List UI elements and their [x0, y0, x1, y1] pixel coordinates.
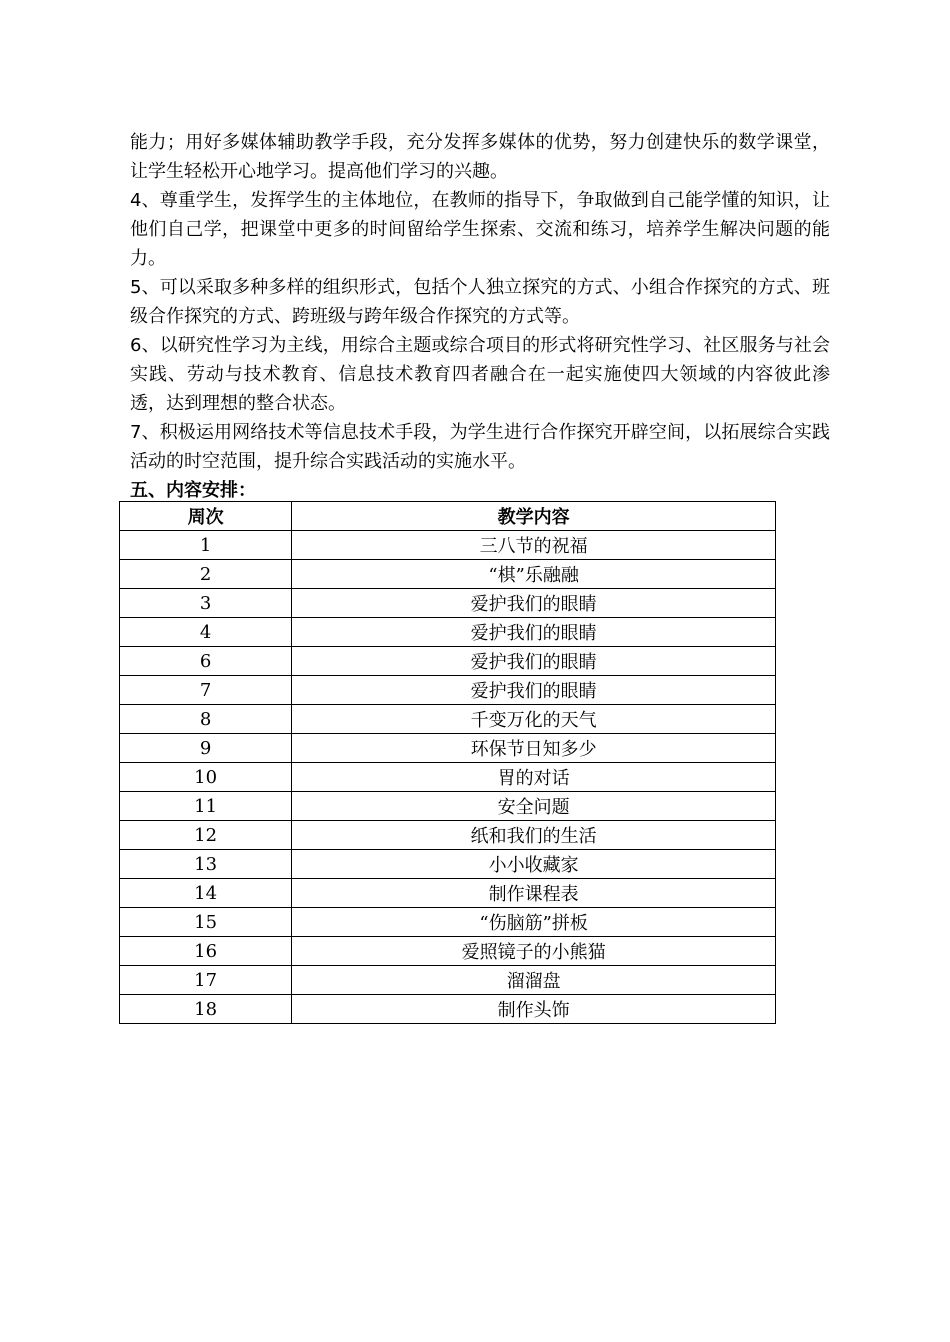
header-content: 教学内容 [292, 502, 776, 531]
cell-content: 三八节的祝福 [292, 531, 776, 560]
table-row [120, 560, 776, 589]
table-row [120, 821, 776, 850]
table-row [120, 995, 776, 1024]
cell-content: 爱护我们的眼睛 [292, 589, 776, 618]
paragraph-continuation: 能力；用好多媒体辅助教学手段，充分发挥多媒体的优势，努力创建快乐的数学课堂，让学生轻松开心地学习。提高他们学习的兴趣。 [130, 132, 830, 182]
cell-week: 1 [120, 531, 292, 560]
table-row [120, 531, 776, 560]
cell-content: 爱护我们的眼睛 [292, 618, 776, 647]
cell-week: 10 [120, 763, 292, 792]
cell-week: 17 [120, 966, 292, 995]
cell-week: 16 [120, 937, 292, 966]
cell-week: 8 [120, 705, 292, 734]
cell-content: 制作头饰 [292, 995, 776, 1024]
cell-content: 溜溜盘 [292, 966, 776, 995]
cell-week: 12 [120, 821, 292, 850]
cell-content: 纸和我们的生活 [292, 821, 776, 850]
cell-content: 千变万化的天气 [292, 705, 776, 734]
table-row [120, 618, 776, 647]
table-row [120, 705, 776, 734]
cell-content: 胃的对话 [292, 763, 776, 792]
table-row [120, 937, 776, 966]
cell-week: 3 [120, 589, 292, 618]
body-text [130, 128, 830, 505]
table-row [120, 589, 776, 618]
cell-content: 环保节日知多少 [292, 734, 776, 763]
table-row [120, 792, 776, 821]
table-row [120, 734, 776, 763]
table-row [120, 647, 776, 676]
table-row [120, 908, 776, 937]
cell-content: 爱照镜子的小熊猫 [292, 937, 776, 966]
header-week: 周次 [120, 502, 292, 531]
table-row [120, 676, 776, 705]
cell-week: 14 [120, 879, 292, 908]
section-heading: 五、内容安排： [130, 480, 256, 501]
table-row [120, 879, 776, 908]
paragraph-item-7: 7、积极运用网络技术等信息技术手段，为学生进行合作探究开辟空间，以拓展综合实践活动的时空范围，提升综合实践活动的实施水平。 [130, 422, 830, 472]
table-body [120, 531, 776, 1024]
cell-content: 爱护我们的眼睛 [292, 647, 776, 676]
table-header-row [120, 502, 776, 531]
schedule-table [119, 501, 776, 1024]
cell-week: 11 [120, 792, 292, 821]
cell-content: 制作课程表 [292, 879, 776, 908]
cell-content: 安全问题 [292, 792, 776, 821]
cell-week: 15 [120, 908, 292, 937]
paragraph-item-5: 5、可以采取多种多样的组织形式，包括个人独立探究的方式、小组合作探究的方式、班级合作探究的方式、跨班级与跨年级合作探究的方式等。 [130, 277, 830, 327]
paragraph-item-4: 4、尊重学生，发挥学生的主体地位，在教师的指导下，争取做到自己能学懂的知识，让他们自己学，把课堂中更多的时间留给学生探索、交流和练习，培养学生解决问题的能力。 [130, 190, 830, 269]
cell-content: 爱护我们的眼睛 [292, 676, 776, 705]
cell-week: 4 [120, 618, 292, 647]
cell-week: 18 [120, 995, 292, 1024]
table-row [120, 966, 776, 995]
table-row [120, 850, 776, 879]
cell-content: “伤脑筋”拼板 [292, 908, 776, 937]
cell-week: 7 [120, 676, 292, 705]
paragraph-item-6: 6、以研究性学习为主线，用综合主题或综合项目的形式将研究性学习、社区服务与社会实践、劳动与技术教育、信息技术教育四者融合在一起实施使四大领域的内容彼此渗透，达到理想的整合状态。 [130, 335, 830, 414]
cell-week: 6 [120, 647, 292, 676]
table-row [120, 763, 776, 792]
cell-content: 小小收藏家 [292, 850, 776, 879]
cell-content: “棋”乐融融 [292, 560, 776, 589]
cell-week: 2 [120, 560, 292, 589]
cell-week: 9 [120, 734, 292, 763]
cell-week: 13 [120, 850, 292, 879]
